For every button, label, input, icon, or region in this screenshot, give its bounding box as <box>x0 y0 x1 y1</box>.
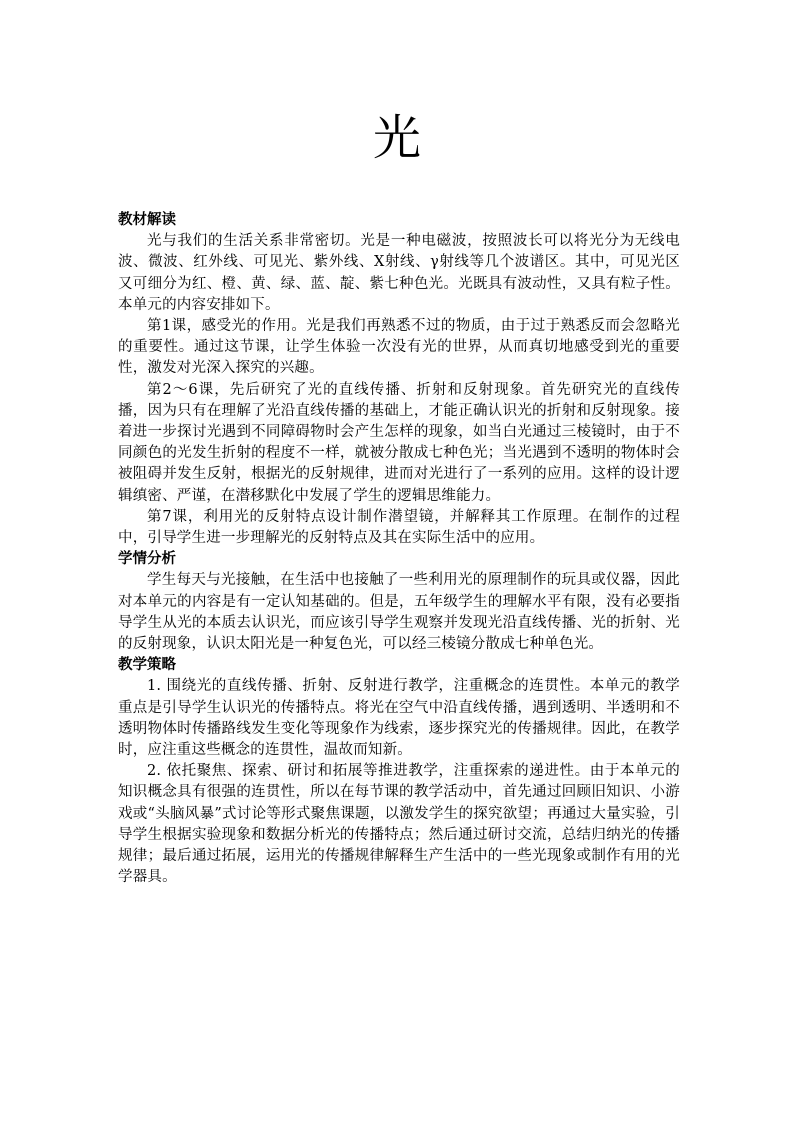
paragraph: 2. 依托聚焦、探索、研讨和拓展等推进教学，注重探索的递进性。由于本单元的知识概念具有很强的连贯性，所以在每节课的教学活动中，首先通过回顾旧知识、小游戏或“头脑风暴”式讨论等形式聚焦课题，以激发学生的探究欲望；再通过大量实验，引导学生根据实验现象和数据分析光的传播特点；然后通过研讨交流，总结归纳光的传播规律；最后通过拓展，运用光的传播规律解释生产生活中的一些光现象或制作有用的光学器具。 <box>118 763 680 886</box>
paragraph: 1. 围绕光的直线传播、折射、反射进行教学，注重概念的连贯性。本单元的教学重点是引导学生认识光的传播特点。将光在空气中沿直线传播，遇到透明、半透明和不透明物体时传播路线发生变化等现象作为线索，逐步探究光的传播规律。因此，在教学时，应注重这些概念的连贯性，温故而知新。 <box>118 678 680 759</box>
paragraph: 光与我们的生活关系非常密切。光是一种电磁波，按照波长可以将光分为无线电波、微波、红外线、可见光、紫外线、X射线、γ射线等几个波谱区。其中，可见光区又可细分为红、橙、黄、绿、蓝、靛、紫七种色光。光既具有波动性，又具有粒子性。本单元的内容安排如下。 <box>118 233 680 313</box>
section-heading: 学情分析 <box>118 551 176 568</box>
paragraph: 第2～6课，先后研究了光的直线传播、折射和反射现象。首先研究光的直线传播，因为只有在理解了光沿直线传播的基础上，才能正确认识光的折射和反射现象。接着进一步探讨光遇到不同障碍物时会产生怎样的现象，如当白光通过三棱镜时，由于不同颜色的光发生折射的程度不一样，就被分散成七种色光；当光遇到不透明的物体时会被阻碍并发生反射，根据光的反射规律，进而对光进行了一系列的应用。这样的设计逻辑缜密、严谨，在潜移默化中发展了学生的逻辑思维能力。 <box>118 381 680 504</box>
paragraph: 第7课，利用光的反射特点设计制作潜望镜，并解释其工作原理。在制作的过程中，引导学生进一步理解光的反射特点及其在实际生活中的应用。 <box>118 508 680 547</box>
document-body <box>118 210 680 889</box>
section-student-analysis <box>118 549 680 655</box>
section-heading: 教材解读 <box>118 212 176 228</box>
section-textbook-interpretation <box>118 210 680 549</box>
paragraph: 第1课，感受光的作用。光是我们再熟悉不过的物质，由于过于熟悉反而会忽略光的重要性。通过这节课，让学生体验一次没有光的世界，从而真切地感受到光的重要性，激发对光深入探究的兴趣。 <box>118 318 680 377</box>
paragraph: 学生每天与光接触，在生活中也接触了一些利用光的原理制作的玩具或仪器，因此对本单元的内容是有一定认知基础的。但是，五年级学生的理解水平有限，没有必要指导学生从光的本质去认识光，而应该引导学生观察并发现光沿直线传播、光的折射、光的反射现象，认识太阳光是一种复色光，可以经三棱镜分散成七种单色光。 <box>118 572 680 653</box>
section-heading: 教学策略 <box>118 657 176 674</box>
document-title: 光 <box>372 110 421 166</box>
section-teaching-strategy <box>118 655 680 888</box>
